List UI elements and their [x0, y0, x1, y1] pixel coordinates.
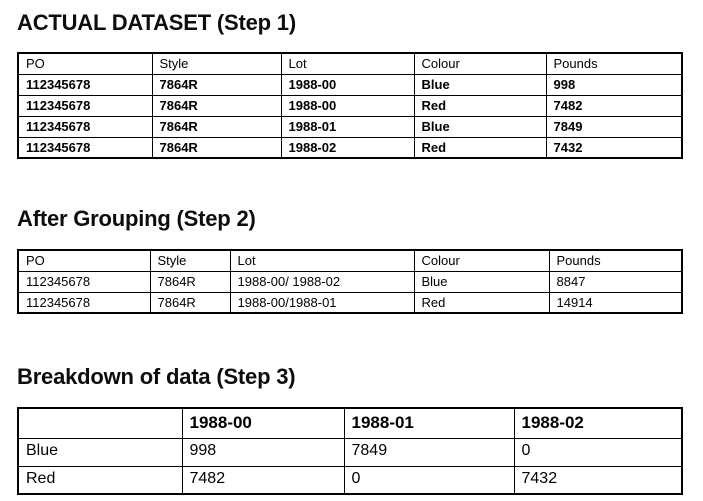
table-cell: 7482 — [546, 95, 682, 116]
table-cell: 0 — [344, 466, 514, 494]
table-row — [18, 95, 682, 116]
table-header — [18, 53, 682, 74]
table-cell: Blue — [414, 271, 549, 292]
table-body — [18, 438, 682, 494]
table-header-row — [18, 53, 682, 74]
table-header — [18, 408, 682, 438]
column-header: Lot — [230, 250, 414, 271]
table-cell: 998 — [182, 438, 344, 466]
table-cell: 1988-02 — [281, 137, 414, 158]
column-header — [18, 408, 182, 438]
table-header — [18, 250, 682, 271]
table-cell: 112345678 — [18, 292, 150, 313]
column-header: Pounds — [546, 53, 682, 74]
column-header: 1988-02 — [514, 408, 682, 438]
heading-breakdown-step3: Breakdown of data (Step 3) — [17, 364, 296, 389]
column-header: 1988-01 — [344, 408, 514, 438]
column-header: PO — [18, 53, 152, 74]
table-cell: Red — [414, 137, 546, 158]
column-header: Colour — [414, 250, 549, 271]
table-cell: Red — [18, 466, 182, 494]
column-header: Pounds — [549, 250, 682, 271]
table-row — [18, 74, 682, 95]
table-cell: 1988-00 — [281, 95, 414, 116]
table-cell: 7864R — [152, 116, 281, 137]
table-cell: 1988-00/ 1988-02 — [230, 271, 414, 292]
table-breakdown — [17, 407, 683, 495]
table-row — [18, 271, 682, 292]
document-page — [0, 10, 703, 501]
table-row — [18, 438, 682, 466]
table-body — [18, 74, 682, 158]
table-row — [18, 292, 682, 313]
table-cell: 112345678 — [18, 95, 152, 116]
table-cell: Blue — [414, 116, 546, 137]
table-cell: 7432 — [514, 466, 682, 494]
heading-actual-dataset-step1: ACTUAL DATASET (Step 1) — [17, 10, 296, 35]
column-header: 1988-00 — [182, 408, 344, 438]
table-cell: 7864R — [152, 95, 281, 116]
table-cell: Blue — [414, 74, 546, 95]
table-cell: 112345678 — [18, 271, 150, 292]
table-cell: Red — [414, 292, 549, 313]
column-header: PO — [18, 250, 150, 271]
table-cell: 14914 — [549, 292, 682, 313]
table-header-row — [18, 250, 682, 271]
table-actual-dataset — [17, 52, 683, 159]
table-cell: 7849 — [344, 438, 514, 466]
table-cell: 7482 — [182, 466, 344, 494]
table-row — [18, 137, 682, 158]
table-cell: 112345678 — [18, 116, 152, 137]
table-cell: 7864R — [152, 137, 281, 158]
table-cell: 0 — [514, 438, 682, 466]
table-cell: 7864R — [150, 292, 230, 313]
table-cell: Red — [414, 95, 546, 116]
table-cell: 7864R — [152, 74, 281, 95]
table-cell: Blue — [18, 438, 182, 466]
table-body — [18, 271, 682, 313]
column-header: Lot — [281, 53, 414, 74]
table-cell: 998 — [546, 74, 682, 95]
table-cell: 112345678 — [18, 74, 152, 95]
table-cell: 8847 — [549, 271, 682, 292]
table-cell: 1988-00/1988-01 — [230, 292, 414, 313]
column-header: Style — [152, 53, 281, 74]
table-cell: 7864R — [150, 271, 230, 292]
heading-after-grouping-step2: After Grouping (Step 2) — [17, 206, 256, 231]
column-header: Style — [150, 250, 230, 271]
table-row — [18, 116, 682, 137]
table-header-row — [18, 408, 682, 438]
table-cell: 7849 — [546, 116, 682, 137]
table-after-grouping — [17, 249, 683, 314]
table-cell: 1988-00 — [281, 74, 414, 95]
column-header: Colour — [414, 53, 546, 74]
table-cell: 1988-01 — [281, 116, 414, 137]
table-row — [18, 466, 682, 494]
table-cell: 7432 — [546, 137, 682, 158]
table-cell: 112345678 — [18, 137, 152, 158]
